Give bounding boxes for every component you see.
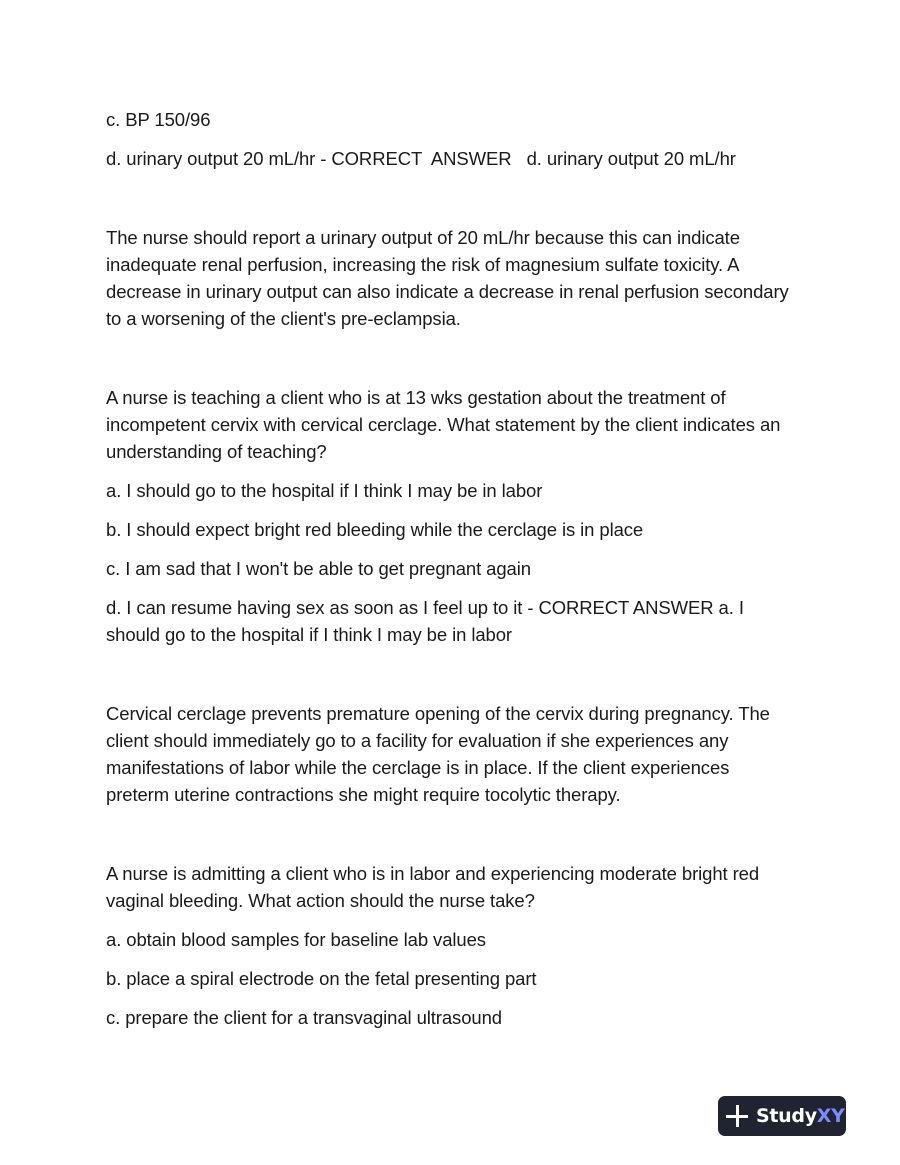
q3-option-b: b. place a spiral electrode on the fetal presenting part <box>106 968 537 989</box>
document-page <box>106 106 796 1043</box>
q1-option-c: c. BP 150/96 <box>106 109 211 130</box>
q2-option-c: c. I am sad that I won't be able to get pregnant again <box>106 558 531 579</box>
studyxy-badge[interactable] <box>718 1096 846 1136</box>
q3-question: A nurse is admitting a client who is in labor and experiencing moderate bright red vaginal bleeding. What action should the nurse take? <box>106 863 760 911</box>
q1-option-d-answer: d. urinary output 20 mL/hr - CORRECT ANSWER d. urinary output 20 mL/hr <box>106 148 736 169</box>
q3-option-c: c. prepare the client for a transvaginal ultrasound <box>106 1007 502 1028</box>
q2-option-b: b. I should expect bright red bleeding while the cerclage is in place <box>106 519 644 540</box>
q2-option-a: a. I should go to the hospital if I think I may be in labor <box>106 480 543 501</box>
plus-icon <box>726 1105 748 1127</box>
q2-question: A nurse is teaching a client who is at 13 wks gestation about the treatment of incompetent cervix with cervical cerclage. What statement by the client indicates an understanding of teaching? <box>106 387 781 462</box>
q3-option-a: a. obtain blood samples for baseline lab values <box>106 929 486 950</box>
brand-name-accent: XY <box>816 1105 845 1127</box>
q1-rationale: The nurse should report a urinary output of 20 mL/hr because this can indicate inadequate renal perfusion, increasing the risk of magnesium sulfate toxicity. A decrease in urinary output can also indicate a decrease in renal perfusion secondary to a worsening of the client's pre-eclampsia. <box>106 227 789 329</box>
q2-option-d-answer: d. I can resume having sex as soon as I feel up to it - CORRECT ANSWER a. I should go to the hospital if I think I may be in labor <box>106 597 744 645</box>
q2-rationale: Cervical cerclage prevents premature opening of the cervix during pregnancy. The client should immediately go to a facility for evaluation if she experiences any manifestations of labor while the cerclage is in place. If the client experiences preterm uterine contractions she might require tocolytic therapy. <box>106 703 770 805</box>
brand-name-main: Study <box>756 1105 817 1127</box>
